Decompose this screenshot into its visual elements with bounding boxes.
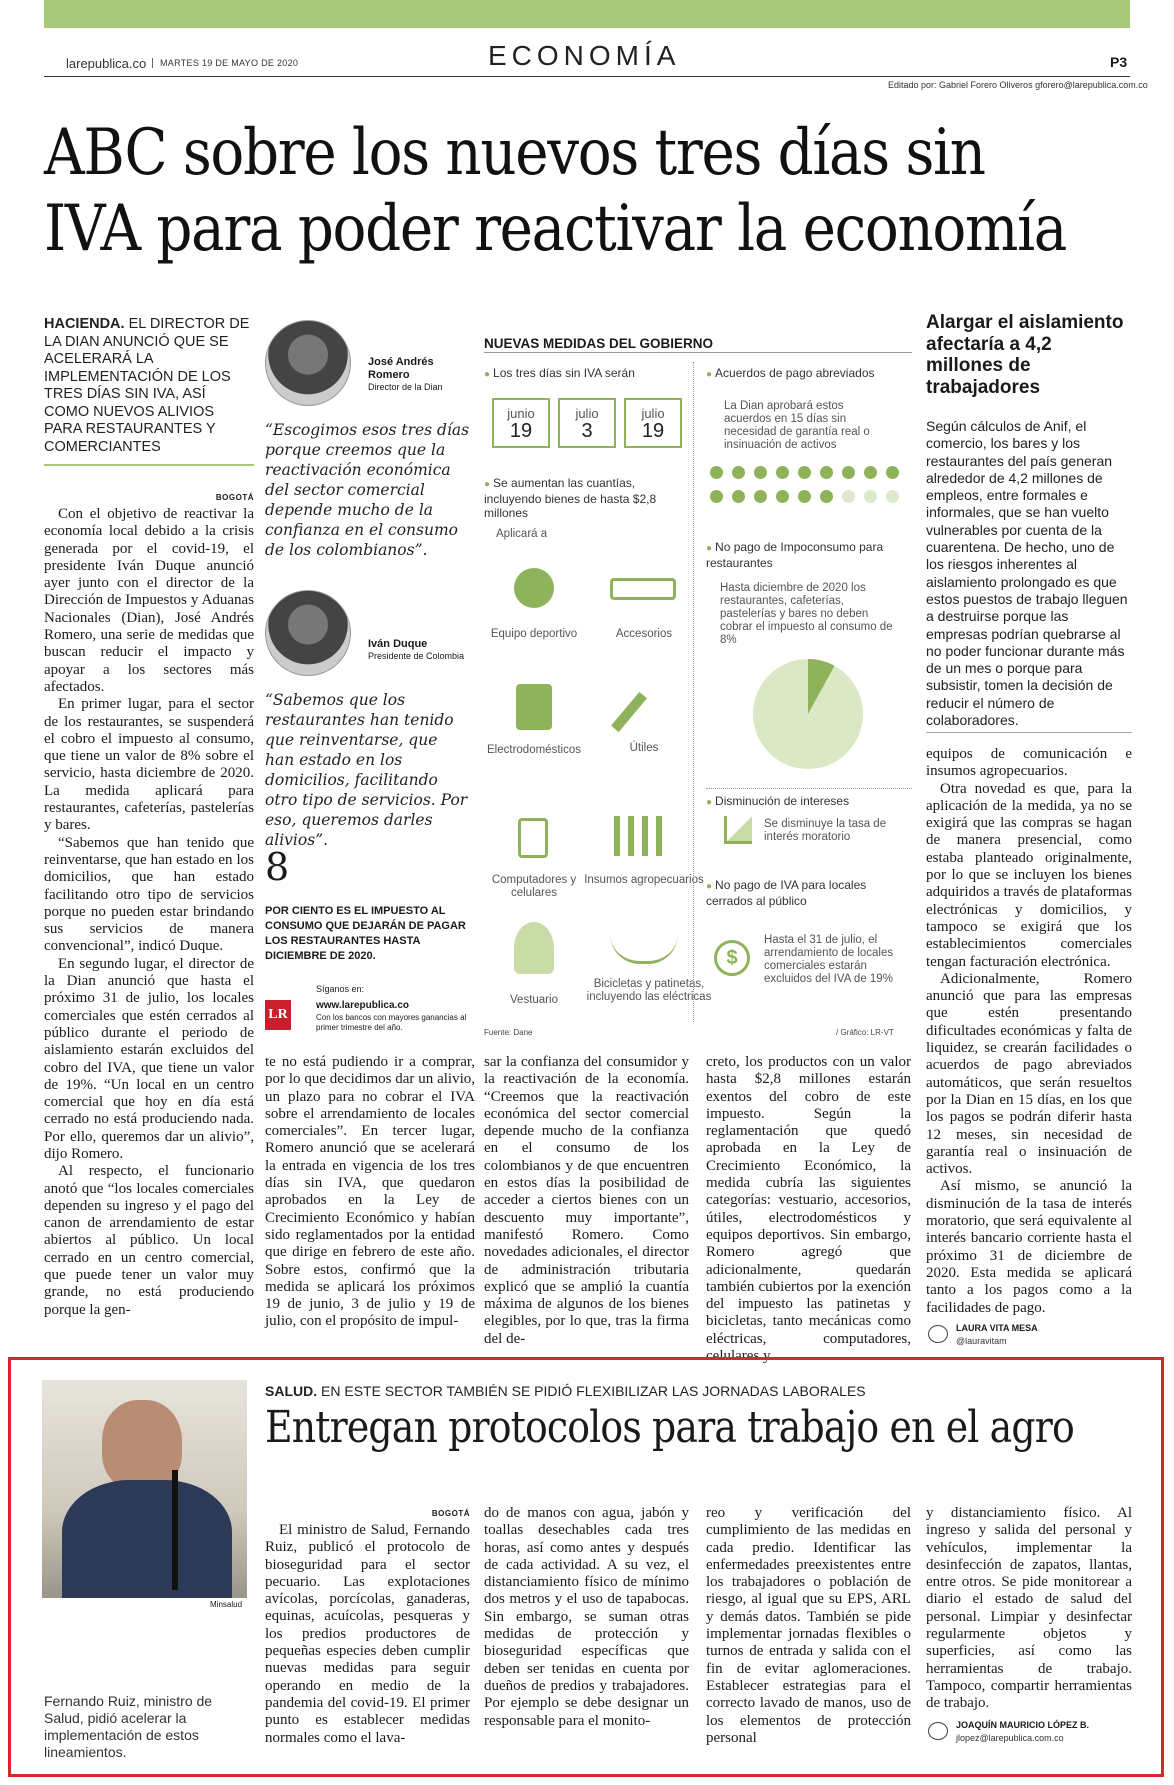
category-label: Accesorios <box>615 628 673 640</box>
kicker-text: EN ESTE SECTOR TAMBIÉN SE PIDIÓ FLEXIBILIZAR LAS JORNADAS LABORALES <box>317 1383 866 1399</box>
second-column-1 <box>265 1522 470 1747</box>
site-name: larepublica.co <box>66 56 147 71</box>
category-label: Equipo deportivo <box>490 628 578 640</box>
kicker-lead: SALUD. <box>265 1383 318 1399</box>
decrease-chart-icon <box>724 816 752 844</box>
day-dot <box>754 490 767 503</box>
iva-locales-text: Hasta el 31 de julio, el arrendamiento de locales comerciales estarán excluidos del IVA de 19% <box>764 934 894 985</box>
paragraph: Al respecto, el funcionario anotó que “los locales comerciales dependen su ingreso y el pago del canon de arrendamiento de estar abiertos al público. Un local cerrado en un centro comercial, que puede tener un valor muy grande, no está produciendo porque la gen- <box>44 1163 254 1318</box>
byline-name: LAURA VITA MESA <box>956 1323 1038 1333</box>
quote1-name: José Andrés Romero <box>368 356 434 381</box>
impoconsumo-pie-chart <box>750 656 866 772</box>
pencil-icon <box>611 692 647 732</box>
soccer-ball-icon <box>514 568 554 608</box>
photo-suit <box>62 1480 232 1598</box>
acuerdos-text: La Dian aprobará estos acuerdos en 15 días sin necesidad de garantía real o insinuación de activos <box>724 400 870 451</box>
body-column-2 <box>265 1054 475 1331</box>
bicycle-icon <box>610 932 678 964</box>
quote2-role: Presidente de Colombia <box>368 651 465 661</box>
impoconsumo-text: Hasta diciembre de 2020 los restaurantes, cafeterías, pastelerías y bares no deben cobrar el impuesto al consumo de 8% <box>720 582 893 646</box>
day-dot <box>776 466 789 479</box>
quote1-text: “Escogimos esos tres días porque creemos que la reactivación económica del sector comercial depende mucho de la confianza en el consumo de los colombianos”. <box>265 421 470 559</box>
stat-caption: POR CIENTO ES EL IMPUESTO AL CONSUMO QUE DEJARÁN DE PAGAR LOS RESTAURANTES HASTA DICIEMBRE DE 2020. <box>265 905 466 962</box>
day-dot <box>886 466 899 479</box>
calendar-day-3 <box>624 398 682 448</box>
speech-bubble-icon <box>928 1325 948 1343</box>
day-dot <box>842 466 855 479</box>
section-name: ECONOMÍA <box>488 40 681 71</box>
intereses-title: ● Disminución de intereses <box>706 794 849 810</box>
paragraph: reo y verificación del cumplimiento de las medidas en cada predio. Identificar las enfermedades preexistentes entre los trabajadores o población de riesgo, al igual que su EPS, ARL y demás datos. También se pide implementar jornadas flexibles o turnos de entrada y salida con el fin de evitar aglomeraciones. Establecer estrategias para el correcto lavado de manos, uso de los elementos de protección personal <box>706 1505 911 1746</box>
page-number: P3 <box>1110 54 1128 70</box>
second-kicker <box>265 1383 866 1399</box>
paragraph: y distanciamiento físico. Al ingreso y salida del personal y vehículos, implementar la desinfección de zapatos, llantas, entre otros. Se pide monitorear a diario el estado de salud del personal. Limpiar y desinfectar regularmente objetos y superficies, así como las herramientas de trabajo. Tampoco, compartir herramientas de trabajo. <box>926 1505 1132 1712</box>
editor-credit: Editado por: Gabriel Forero Oliveros gforero@larepublica.com.co <box>888 80 1148 90</box>
days-dots <box>710 466 910 510</box>
intereses-text: Se disminuye la tasa de interés moratorio <box>764 818 887 843</box>
calendar-day: 19 <box>509 420 533 442</box>
calendar-day: 3 <box>581 420 593 442</box>
second-column-3 <box>706 1505 911 1747</box>
category-label: Insumos agropecuarios <box>584 874 704 886</box>
infographic-credit: / Gráfico: LR-VT <box>836 1028 894 1037</box>
calendar-day-2 <box>558 398 616 448</box>
quote1-role: Director de la Dian <box>368 382 443 392</box>
issue-date: MARTES 19 DE MAYO DE 2020 <box>152 58 298 68</box>
sidebar-title: Alargar el aislamiento afectaría a 4,2 millones de trabajadores <box>926 312 1124 398</box>
second-column-4 <box>926 1505 1132 1713</box>
minister-photo <box>42 1380 247 1598</box>
calendar-day-1 <box>492 398 550 448</box>
follow-text: Con los bancos con mayores ganancias al primer trimestre del año. <box>316 1013 467 1032</box>
glasses-icon <box>610 578 676 600</box>
paragraph: te no está pudiendo ir a comprar, por lo que decidimos dar un alivio, un plazo para no cobrar el IVA sobre el arrendamiento de locales comerciales”. En tercer lugar, Romero anunció que se acelerará la entrada en vigencia de los tres días sin IVA, que quedaron aprobados en la Ley de Crecimiento Económico y habían sido reglamentados por la entidad que dirige en febrero de este año. Sobre estos, confirmó que la medida se aplicará los próximos 19 de junio, 3 de julio y 19 de julio, con el propósito de impul- <box>265 1054 475 1330</box>
clothing-icon <box>514 922 554 974</box>
aplicara-label: Aplicará a <box>496 528 548 540</box>
paragraph: Con el objetivo de reactivar la economía local debido a la crisis generada por el covid-19, el presidente Iván Duque anunció ayer junto con el director de la Dirección de Impuestos y Aduanas Nacionales (Dian), José Andrés Romero, una serie de medidas que buscan reducir el impacto y apoyar a los sectores más afectados. <box>44 506 254 695</box>
kicker-lead: HACIENDA. <box>44 316 125 332</box>
calendar-day: 19 <box>641 420 665 442</box>
masthead-rule <box>44 76 1130 77</box>
phone-icon <box>518 818 548 858</box>
body-column-4 <box>706 1054 911 1365</box>
infographic <box>484 318 912 1038</box>
photo-face <box>102 1400 182 1490</box>
stat-number: 8 <box>265 845 290 889</box>
headline-line-1: ABC sobre los nuevos tres días sin <box>44 116 985 190</box>
category-label: Electrodomésticos <box>487 744 581 756</box>
paragraph: “Sabemos que han tenido que reinventarse, que han estado en los domicilios, que han estado facilitando otro tipo de servicios porque no pueden estar brindando sus servicios de manera convencional”, indicó Duque. <box>44 834 254 955</box>
impoconsumo-title: ● No pago de Impoconsumo para restaurantes <box>706 540 896 570</box>
day-dot <box>820 490 833 503</box>
headline-line-2: IVA para poder reactivar la economía <box>44 192 1067 266</box>
paragraph: creto, los productos con un valor hasta $2,8 millones estarán exentos del cobro de este impuesto. Según la reglamentación que quedó aprobada en la Ley de Crecimiento Económico, la medida cubría las siguientes categorías: vestuario, accesorios, útiles, electrodomésticos y equipos deportivos. Sin embargo, Romero agregó que adicionalmente, quedarán también cubiertos por la exención del impuesto las patinetas y bicicletas, tanto mecánicas como eléctricas, computadores, celulares y <box>706 1054 911 1365</box>
dateline: BOGOTÁ <box>215 493 254 502</box>
quote1-attribution <box>368 356 468 393</box>
lr-logo: LR <box>265 1000 291 1030</box>
second-byline-handle[interactable]: jlopez@larepublica.com.co <box>956 1733 1064 1743</box>
second-byline-name: JOAQUÍN MAURICIO LÓPEZ B. <box>956 1720 1090 1730</box>
paragraph: En primer lugar, para el sector de los restaurantes, se suspenderá el cobro el impuesto al consumo, que tiene un valor de 8% sobre el servicio, hasta diciembre de 2020. La medida aplicará para restaurantes, cafeterías, pastelerías y bares. <box>44 696 254 834</box>
category-label: Computadores y celulares <box>491 874 577 899</box>
follow-site-link[interactable]: www.larepublica.co <box>316 1000 409 1011</box>
top-color-bar <box>44 0 1130 28</box>
body-column-3 <box>484 1054 689 1348</box>
sidebar-intro: Según cálculos de Anif, el comercio, los bares y los restaurantes del país generan alrededor de 4,2 millones de empleos, entre formales e informales, que se han vuelto vulnerables por cuenta de la cuarentena. De hecho, uno de los riesgos inherentes al aislamiento prolongado es que estos puestos de trabajo lleguen a destruirse porque las empresas podrían quebrarse al no poder funcionar durante más de un mes o porque para subsistir, tomen la decisión de reducir el número de colaboradores. <box>926 418 1128 729</box>
paragraph: Así mismo, se anunció la disminución de la tasa de interés moratorio, que será equivalente al interés bancario corriente hasta el próximo 31 de diciembre de 2020. Esta medida se aplicará tanto a los pagos como a la facilidades de pago. <box>926 1178 1132 1316</box>
photo-caption: Fernando Ruiz, ministro de Salud, pidió acelerar la implementación de estos lineamientos. <box>44 1693 213 1760</box>
duque-portrait <box>265 590 351 676</box>
paragraph: Adicionalmente, Romero anunció que para las empresas que estén presentando dificultades económicas y falta de liquidez, se crearán facilidades o acuerdos de pago abreviados automáticos, que serán resueltos por la Dian en 15 días, en los que los pagos se podrán diferir hasta 12 meses, sin necesidad de garantía real o insinuación de activos. <box>926 970 1132 1178</box>
plants-icon <box>614 816 664 856</box>
body-column-1 <box>44 506 254 1319</box>
quote2-text: “Sabemos que los restaurantes han tenido que reinventarse, que han estado en los domicilios, facilitando otro tipo de servicios. Por eso, queremos darles alivios”. <box>265 691 468 849</box>
day-dot <box>710 466 723 479</box>
romero-portrait <box>265 320 351 406</box>
second-dateline: BOGOTÁ <box>431 1509 470 1518</box>
article-kicker <box>44 316 254 466</box>
paragraph: El ministro de Salud, Fernando Ruiz, publicó el protocolo de bioseguridad para el sector pecuario. Las explotaciones avícolas, porcícolas, ganaderas, equinas, acuícolas, pesqueras y los predios productores de pequeñas especies deben cumplir nuevas medidas para seguir operando en medio de la pandemia del covid-19. El primer punto es establecer medidas normales como el lava- <box>265 1522 470 1746</box>
day-dot <box>842 490 855 503</box>
day-dot <box>798 466 811 479</box>
paragraph: En segundo lugar, el director de la Dian anunció que hasta el próximo 31 de julio, los locales comerciales que estén cerrados al público durante el periodo de aislamiento estarán excluidos del cobro del IVA, que tiene un valor de 19%. “Un local en un centro comercial que hoy en día está cerrado no está produciendo nada. Por ello, queremos dar un alivio”, dijo Romero. <box>44 955 254 1162</box>
day-dot <box>886 490 899 503</box>
cuantias-text: ● Se aumentan las cuantías, incluyendo bienes de hasta $2,8 millones <box>484 476 674 520</box>
byline-handle[interactable]: @lauravitam <box>956 1336 1007 1346</box>
body-column-5 <box>926 746 1132 1317</box>
day-dot <box>732 466 745 479</box>
quote2-name: Iván Duque <box>368 638 428 650</box>
day-dot <box>754 466 767 479</box>
main-headline <box>44 115 1067 267</box>
category-label: Útiles <box>629 742 659 754</box>
quote2-attribution <box>368 638 468 662</box>
second-headline: Entregan protocolos para trabajo en el agro <box>265 1402 1074 1453</box>
dollar-icon: $ <box>714 940 750 976</box>
day-dot <box>864 466 877 479</box>
day-dot <box>864 490 877 503</box>
day-dot <box>798 490 811 503</box>
speaker-icon <box>516 684 552 730</box>
speech-bubble-icon <box>928 1722 948 1740</box>
infographic-divider-h <box>706 788 912 789</box>
infographic-divider <box>693 362 694 1022</box>
follow-label: Síganos en: <box>316 984 365 994</box>
day-dot <box>710 490 723 503</box>
calendar-month: julio <box>641 406 665 421</box>
days-label: ● Los tres días sin IVA serán <box>484 366 635 382</box>
day-dot <box>820 466 833 479</box>
day-dot <box>776 490 789 503</box>
day-dot <box>732 490 745 503</box>
calendar-month: julio <box>575 406 599 421</box>
photo-credit: Minsalud <box>210 1600 243 1609</box>
infographic-source: Fuente: Dane <box>484 1028 533 1037</box>
category-label: Vestuario <box>510 994 558 1006</box>
paragraph: sar la confianza del consumidor y la reactivación de la economía. “Creemos que la reactivación económica del sector comercial depende mucho de la confianza en el consumo de los colombianos y de que encuentren en estos días la posibilidad de acceder a ciertos bienes con un descuento muy importante”, manifestó Romero. Como novedades adicionales, el director de administración tributaria explicó que se amplió la cuantía máxima de algunos de los bienes elegibles, por lo que, tras la firma del de- <box>484 1054 689 1347</box>
paragraph: do de manos con agua, jabón y toallas desechables cada tres horas, así como antes y después de cada actividad. A su vez, el distanciamiento físico de mínimo dos metros y el uso de tapabocas. Sin embargo, se suman otras medidas de protección y bioseguridad específicas que deben ser tenidas en cuenta por dueños de predios y trabajadores. Por ejemplo se debe designar un responsable para el monito- <box>484 1505 689 1729</box>
paragraph: equipos de comunicación e insumos agropecuarios. <box>926 746 1132 780</box>
paragraph: Otra novedad es que, para la aplicación de la medida, ya no se exigirá que las compras se hagan de manera presencial, como estaba planteado originalmente, por lo que se incluyen los bienes adquiridos a través de plataformas electrónicas y domicilios, y tampoco se exigirá que los establecimientos comerciales tengan facturación electrónica. <box>926 780 1132 970</box>
acuerdos-title: ● Acuerdos de pago abreviados <box>706 366 875 382</box>
category-label: Bicicletas y patinetas, incluyendo las eléctricas <box>586 978 712 1003</box>
infographic-title: NUEVAS MEDIDAS DEL GOBIERNO <box>484 336 714 351</box>
second-column-2 <box>484 1505 689 1730</box>
iva-locales-title: ● No pago de IVA para locales cerrados al público <box>706 878 906 908</box>
kicker-text: EL DIRECTOR DE LA DIAN ANUNCIÓ QUE SE ACELERARÁ LA IMPLEMENTACIÓN DE LOS TRES DÍAS SIN IVA, ASÍ COMO NUEVOS ALIVIOS PARA RESTAURANTES Y COMERCIANTES <box>44 316 250 455</box>
sidebar-rule <box>926 732 1132 733</box>
infographic-rule <box>484 352 912 353</box>
microphone-icon <box>172 1470 178 1590</box>
calendar-month: junio <box>507 406 535 421</box>
